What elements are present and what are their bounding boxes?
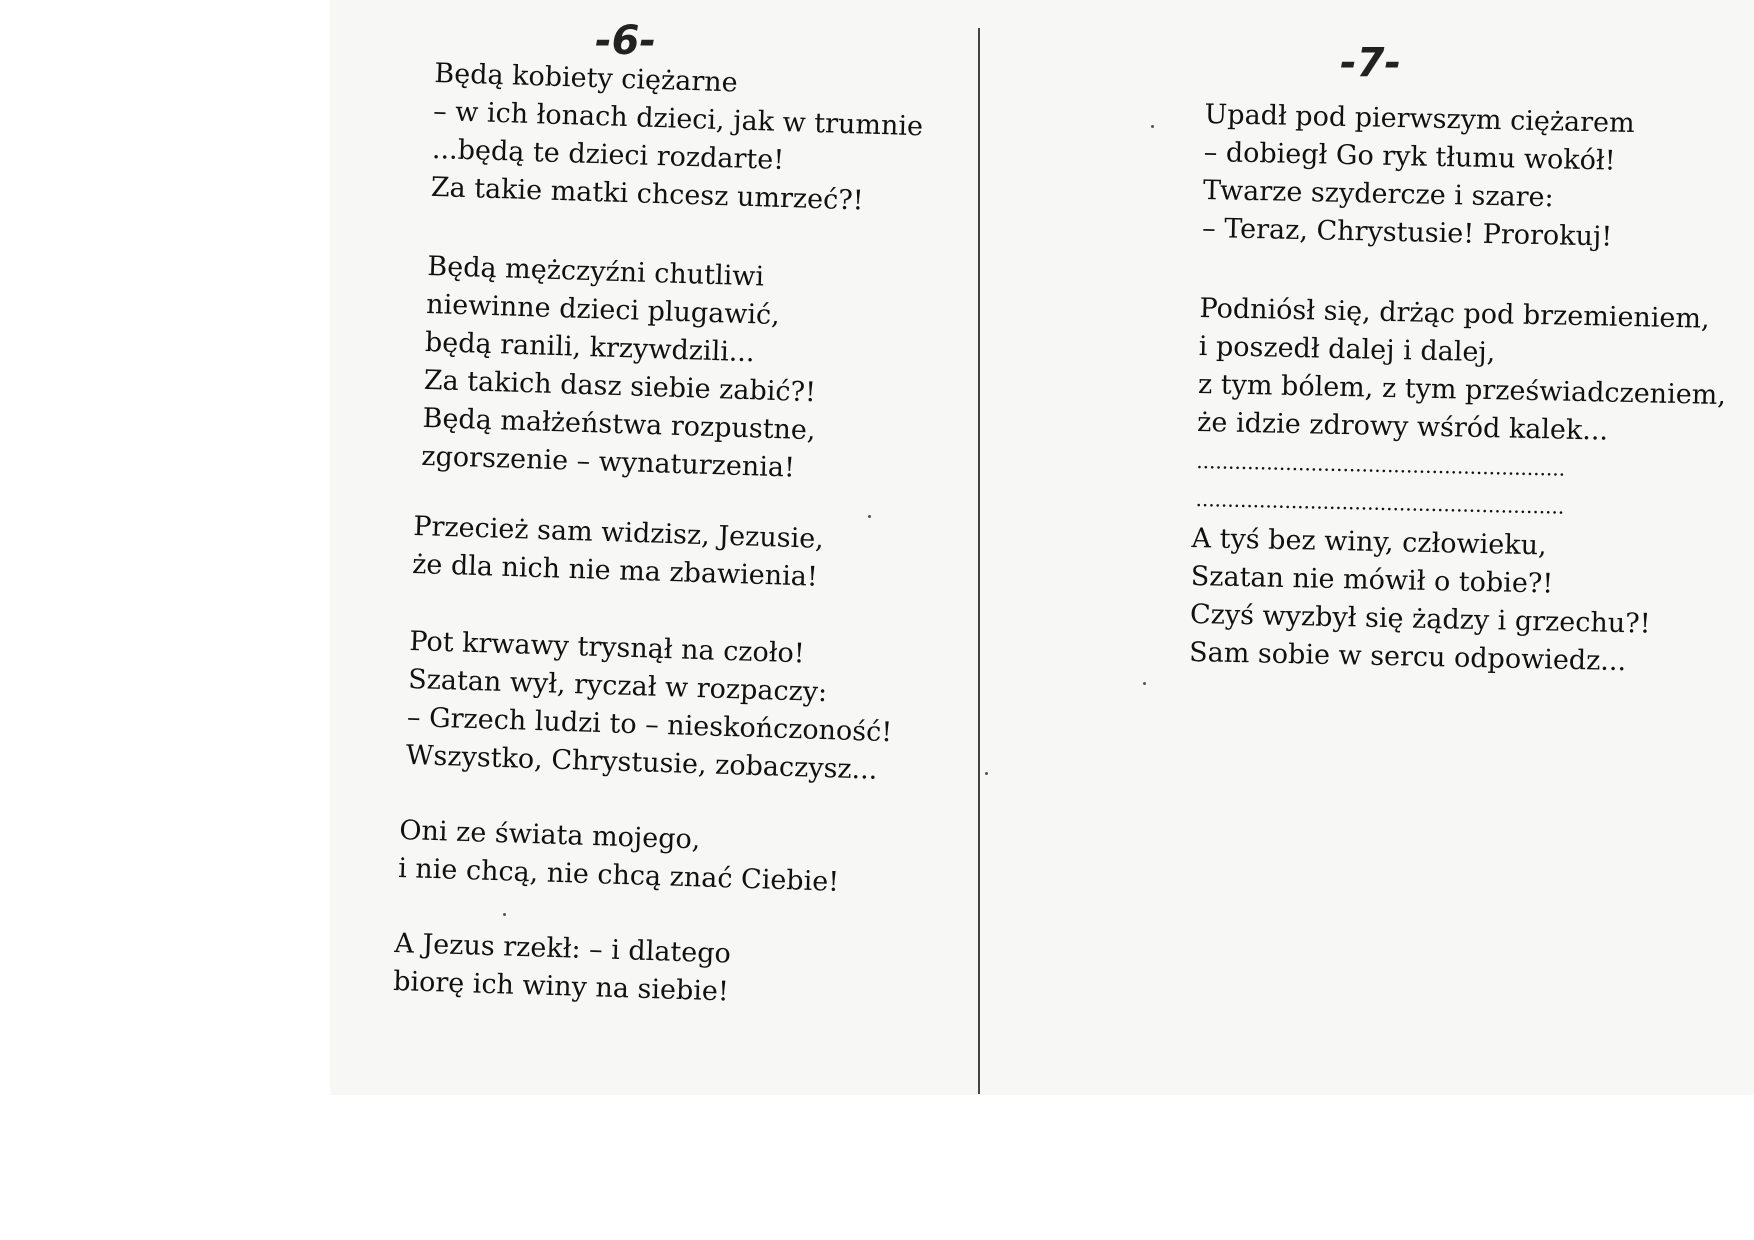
verse-line: ...będą te dzieci rozdarte! bbox=[431, 133, 785, 177]
verse-line: i poszedł dalej i dalej, bbox=[1198, 330, 1496, 369]
verse-line: Będą małżeństwa rozpustne, bbox=[422, 402, 816, 447]
verse-line: Będą kobiety ciężarne bbox=[433, 57, 739, 99]
right-stanza-2 bbox=[1195, 290, 1728, 529]
right-stanza-3 bbox=[1189, 520, 1653, 682]
verse-line: Twarze szydercze i szare: bbox=[1202, 174, 1555, 214]
verse-line: zgorszenie – wynaturzenia! bbox=[420, 440, 796, 484]
left-stanza-6 bbox=[393, 925, 732, 1012]
dotted-line: .......................................................... bbox=[1195, 486, 1565, 519]
verse-line: Sam sobie w sercu odpowiedz... bbox=[1188, 636, 1627, 678]
verse-line: Pot krwawy trysnął na czoło! bbox=[408, 625, 806, 670]
verse-line: i nie chcą, nie chcą znać Ciebie! bbox=[397, 852, 840, 898]
verse-line: Za takich dasz siebie zabić?! bbox=[423, 364, 817, 409]
verse-line: biorę ich winy na siebie! bbox=[392, 965, 730, 1008]
left-stanza-4 bbox=[405, 623, 895, 790]
left-page-number: -6- bbox=[595, 18, 657, 64]
verse-line: – w ich łonach dzieci, jak w trumnie bbox=[432, 95, 924, 143]
verse-line: Podniósł się, drżąc pod brzemieniem, bbox=[1199, 292, 1710, 335]
verse-line: Szatan nie mówił o tobie?! bbox=[1190, 560, 1554, 600]
verse-line: że idzie zdrowy wśród kalek... bbox=[1196, 406, 1609, 447]
page-gutter-line bbox=[978, 28, 980, 1094]
verse-line: A Jezus rzekł: – i dlatego bbox=[393, 927, 732, 970]
scan-speck bbox=[985, 772, 988, 775]
left-stanza-5 bbox=[398, 812, 841, 902]
left-stanza-1 bbox=[430, 55, 925, 222]
right-page-number: -7- bbox=[1340, 40, 1402, 86]
verse-line: że dla nich nie ma zbawienia! bbox=[411, 548, 819, 593]
verse-line: A tyś bez winy, człowieku, bbox=[1191, 522, 1547, 562]
verse-line: Upadł pod pierwszym ciężarem bbox=[1204, 98, 1635, 140]
left-stanza-2 bbox=[421, 248, 821, 488]
verse-line: niewinne dzieci plugawić, bbox=[425, 288, 781, 332]
scan-speck bbox=[1143, 682, 1146, 685]
verse-line: – dobiegł Go ryk tłumu wokół! bbox=[1203, 136, 1616, 177]
scan-speck bbox=[1151, 125, 1154, 128]
verse-line: – Teraz, Chrystusie! Prorokuj! bbox=[1201, 212, 1613, 253]
left-stanza-3 bbox=[412, 508, 825, 597]
verse-line: Oni ze świata mojego, bbox=[398, 814, 701, 856]
dotted-line: .......................................................... bbox=[1196, 448, 1566, 481]
verse-line: Szatan wył, ryczał w rozpaczy: bbox=[407, 663, 828, 709]
verse-line: – Grzech ludzi to – nieskończoność! bbox=[406, 701, 893, 749]
right-stanza-1 bbox=[1202, 96, 1635, 257]
scan-speck bbox=[868, 515, 871, 518]
verse-line: z tym bólem, z tym przeświadczeniem, bbox=[1197, 368, 1727, 412]
verse-line: Za takie matki chcesz umrzeć?! bbox=[430, 171, 865, 217]
scan-speck bbox=[503, 913, 506, 916]
verse-line: Czyś wyzbył się żądzy i grzechu?! bbox=[1189, 598, 1651, 640]
verse-line: będą ranili, krzywdzili... bbox=[424, 326, 756, 369]
verse-line: Przecież sam widzisz, Jezusie, bbox=[412, 510, 825, 555]
verse-line: Będą mężczyźni chutliwi bbox=[426, 250, 765, 293]
verse-line: Wszystko, Chrystusie, zobaczysz... bbox=[405, 739, 878, 786]
